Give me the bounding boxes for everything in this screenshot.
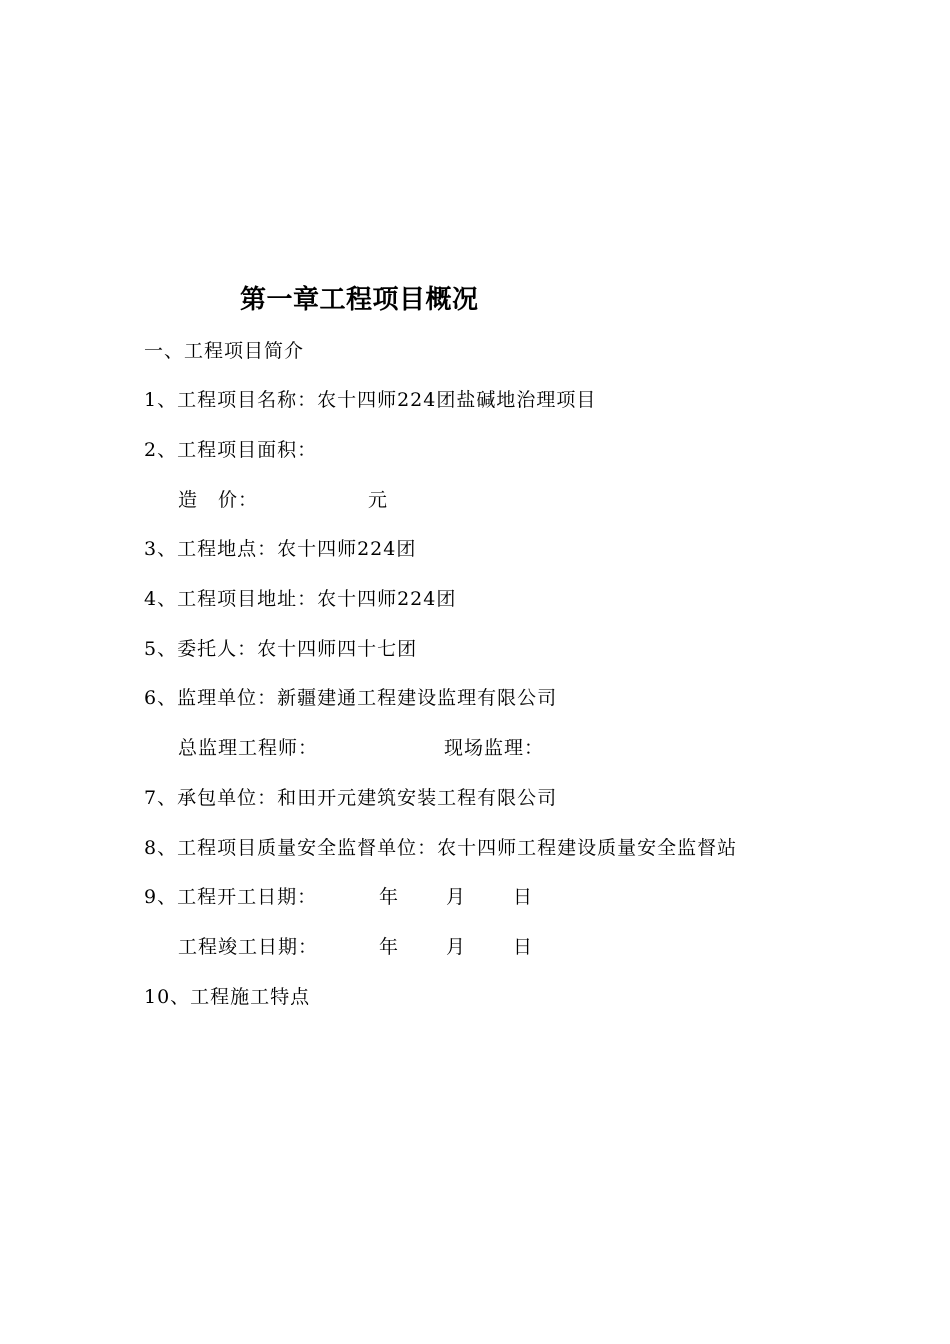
start-day: 日: [513, 886, 534, 908]
start-year: 年: [379, 886, 400, 908]
item-features: 10、工程施工特点: [144, 986, 311, 1008]
item-location: 3、工程地点：农十四师224团: [144, 538, 417, 560]
item-project-name: 1、工程项目名称：农十四师224团盐碱地治理项目: [144, 389, 597, 411]
end-date-label: 工程竣工日期：: [178, 936, 319, 958]
end-day: 日: [513, 936, 534, 958]
item-client: 5、委托人：农十四师四十七团: [144, 638, 418, 660]
section-heading: 一、工程项目简介: [144, 340, 305, 362]
item-project-area: 2、工程项目面积：: [144, 439, 318, 461]
item-quality-safety: 8、工程项目质量安全监督单位：农十四师工程建设质量安全监督站: [144, 837, 738, 859]
end-year: 年: [379, 936, 400, 958]
cost-label: 造 价：: [178, 489, 259, 511]
cost-unit: 元: [368, 489, 389, 511]
site-supervisor-label: 现场监理：: [444, 737, 545, 759]
item-address: 4、工程项目地址：农十四师224团: [144, 588, 457, 610]
item-supervisor: 6、监理单位：新疆建通工程建设监理有限公司: [144, 687, 558, 709]
end-month: 月: [446, 936, 467, 958]
chief-supervisor-label: 总监理工程师：: [178, 737, 319, 759]
chapter-title: 第一章工程项目概况: [240, 285, 479, 315]
start-month: 月: [446, 886, 467, 908]
item-contractor: 7、承包单位：和田开元建筑安装工程有限公司: [144, 787, 558, 809]
start-date-label: 9、工程开工日期：: [144, 886, 318, 908]
